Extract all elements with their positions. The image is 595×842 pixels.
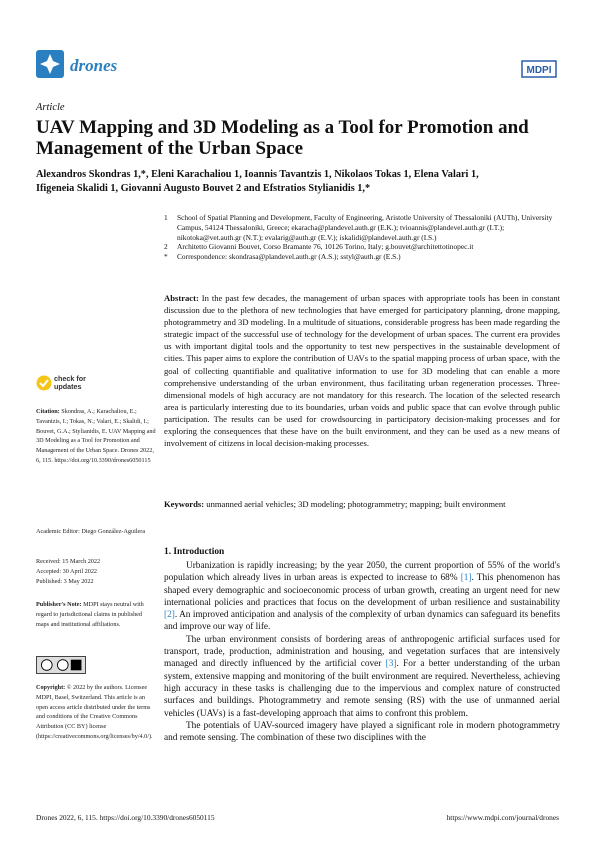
journal-logo-icon <box>36 50 64 78</box>
published-date: Published: 3 May 2022 <box>36 578 94 585</box>
section-heading: 1. Introduction <box>164 547 225 557</box>
citation-label: Citation: <box>36 408 60 415</box>
abstract-label: Abstract: <box>164 293 199 303</box>
reference-link[interactable]: [3] <box>385 659 397 670</box>
journal-name: drones <box>70 56 118 75</box>
abstract-text: In the past few decades, the management of urban spaces with appropriate tools has been in constant discussion due to the plethora of new technologies that have emerged for participatory planning, drone mapping, photogrammetry and 3D modeling. In a multitude of situations, considerable progress has been made regarding the strategic impact of the successful use of technology for the development of urban spaces. The current era provides us with important digital tools and the opportunity to test new perspectives in the sustainable development of cities. This paper aims to explore the contribution of UAVs to the spatial mapping process of urban space, with the goal of collecting quantifiable and qualitative information to use for 3D modeling that can enable a more comprehensive understanding of the urban environment, thus facilitating urban regeneration processes. Three-dimensional models of high accuracy are not mandatory for this research. The location of the selected research area is particularly interesting due to its boundaries, urban voids and public space that can evolve through public participation. The results can be used for crowdsourcing in participatory decision-making processes and for exploring the consequences that these have on the built environment, and they can be used as a new means of involvement of citizens in local decision-making processes. <box>164 293 561 449</box>
abstract <box>164 292 560 449</box>
article-title: UAV Mapping and 3D Modeling as a Tool for Promotion and Management of the Urban Space <box>36 117 529 159</box>
cc-by-license-icon[interactable] <box>36 656 86 674</box>
author-list <box>36 168 561 195</box>
footer-journal-url[interactable]: https://www.mdpi.com/journal/drones <box>446 813 559 822</box>
article-type: Article <box>36 102 65 113</box>
keywords-label: Keywords: <box>164 499 205 509</box>
affiliation-2: 2 Architetto Giovanni Bouvet, Corso Bramante 76, 10126 Torino, Italy; g.bouvet@architettotinopec.it <box>164 242 474 252</box>
academic-editor: Academic Editor: Diego González-Aguilera <box>36 528 146 535</box>
paragraph: The urban environment consists of bordering areas of anthropogenic artificial surfaces used for transport, trade, production, administration and housing, and vegetation surfaces that are intensively managed and directly influenced by the artificial cover [3]. For a better understanding of the urban system, extensive mapping and monitoring of the built environment are required. Nevertheless, achieving high accuracy in these tasks is challenging due to the impervious and complex nature of constructed surfaces and buildings. Photogrammetry and remote sensing (RS) with the use of unmanned aerial vehicles (UAVs) is a fast-developing approach that aims to confront this problem. <box>164 634 560 719</box>
keywords-text: unmanned aerial vehicles; 3D modeling; photogrammetry; mapping; built environment <box>206 499 506 509</box>
copyright: Copyright: © 2022 by the authors. Licensee MDPI, Basel, Switzerland. This article is an open access article distributed under the terms and conditions of the Creative Commons Attribution (CC BY) license (https://creativecommons.org/licenses/by/4.0/). <box>36 684 153 740</box>
correspondence: * Correspondence: skondrasa@plandevel.auth.gr (A.S.); sstyl@auth.gr (E.S.) <box>164 252 401 262</box>
check-for-updates-icon[interactable] <box>36 375 52 391</box>
received-date: Received: 15 March 2022 <box>36 558 101 565</box>
affiliations <box>164 213 564 262</box>
publishers-note: Publisher's Note: MDPI stays neutral with regard to jurisdictional claims in published maps and institutional affiliations. <box>36 601 144 628</box>
paragraph: Urbanization is rapidly increasing; by the year 2050, the current proportion of 55% of the world's population which already lives in urban areas is expected to increase to 68% [1]. This phenomenon has shaped every demographic and socioeconomic process of urban growth, creating an urgent need for new international policies and practices that focus on the development of urban resilience and sustainability [2]. An improved anticipation and analysis of the complexity of urban dynamics can safeguard its benefits and improve our way of life. <box>164 561 561 633</box>
author-line-1: Alexandros Skondras 1,*, Eleni Karachaliou 1, Ioannis Tavantzis 1, Nikolaos Tokas 1, Elena Valari 1, <box>36 169 479 180</box>
check-for-updates-label[interactable]: check for updates <box>54 374 86 391</box>
reference-link[interactable]: [2] <box>164 610 175 621</box>
citation-text: Skondras, A.; Karachaliou, E.; Tavantzis, I.; Tokas, N.; Valari, E.; Skalidi, I.; Bouvet, G.A.; Stylianidis, E. UAV Mapping and 3D Modeling as a Tool for Promotion and Management of the Urban Space. Drones 2022, 6, 115. https://doi.org/10.3390/drones6050115 <box>36 408 156 464</box>
accepted-date: Accepted: 30 April 2022 <box>36 568 98 575</box>
keywords <box>164 498 560 510</box>
citation <box>36 407 156 466</box>
introduction-body <box>164 560 560 744</box>
publisher-name: MDPI <box>526 65 552 76</box>
affiliation-1: 1 School of Spatial Planning and Development, Faculty of Engineering, Aristotle University of Thessaloniki (AUTh), University Campus, 54124 Thessaloniki, Greece; ekaracha@plandevel.auth.gr (E.K.); tvioannis@plandevel.auth.gr (I.T.); nikotoka@vet.auth.gr (N.T.); evalarig@auth.gr (E.V.); iskalidi@plandevel.auth.gr (I.S.) <box>164 213 553 242</box>
mdpi-logo-icon <box>519 59 559 79</box>
author-line-2: Ifigeneia Skalidi 1, Giovanni Augusto Bouvet 2 and Efstratios Stylianidis 1,* <box>36 182 371 194</box>
paragraph: The potentials of UAV-sourced imagery have played a significant role in modern photogrammetry and remote sensing. The combination of these two disciplines with the <box>164 720 560 744</box>
footer-citation: Drones 2022, 6, 115. https://doi.org/10.3390/drones6050115 <box>36 813 215 822</box>
reference-link[interactable]: [1] <box>460 573 472 584</box>
page-footer <box>36 813 559 822</box>
